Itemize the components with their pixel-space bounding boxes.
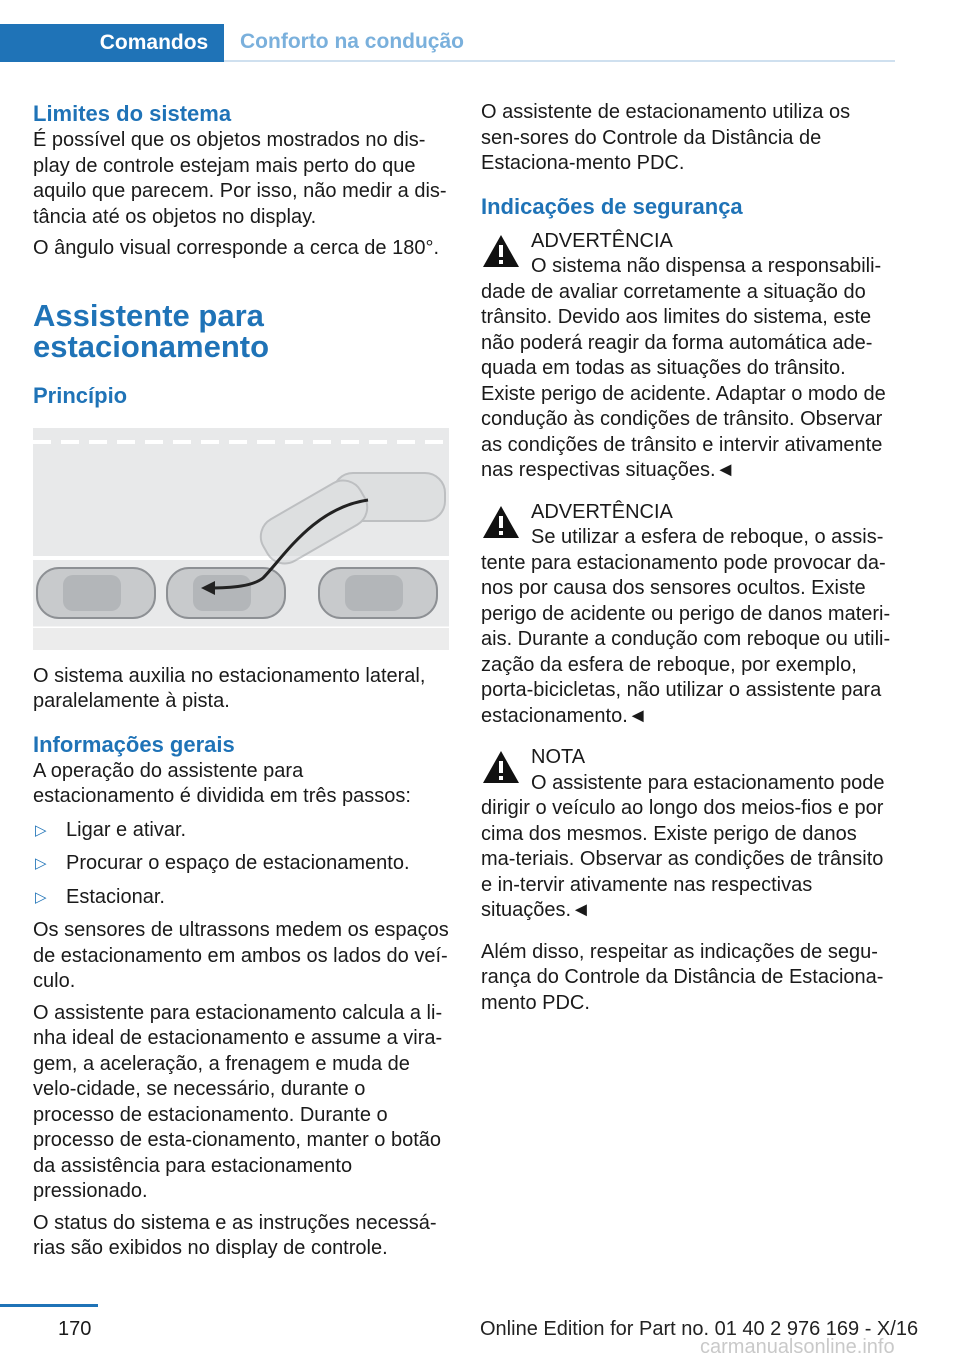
list-item: ▷ Estacionar. bbox=[33, 885, 449, 911]
limites-paragraph-1: É possível que os objetos mostrados no dis-play de controle estejam mais perto do que aquilo que parecem. Por isso, não medir a dis-tância até os objetos no display. bbox=[33, 129, 447, 228]
bullet-triangle-icon: ▷ bbox=[35, 821, 47, 839]
right-column bbox=[481, 100, 893, 1016]
list-item: ▷ Procurar o espaço de estacionamento. bbox=[33, 851, 449, 877]
bullet-triangle-icon: ▷ bbox=[35, 888, 47, 906]
page-header bbox=[0, 24, 895, 62]
warning-triangle-icon bbox=[481, 233, 521, 269]
warning-block-1: ADVERTÊNCIA O sistema não dispensa a responsabili- dade de avaliar corretamente a situação do trânsito. Devido aos limites do sistema, este não poderá reagir da forma automática ade-quada em todas as situações do trânsito. Existe perigo de acidente. Adaptar o modo de condução às condições de trânsito. Observar as condições de trânsito e intervir ativamente nas respectivas situações.◄ bbox=[481, 229, 893, 484]
limites-title: Limites do sistema bbox=[33, 101, 232, 126]
note-heading: NOTA bbox=[531, 746, 586, 768]
header-tab-comandos[interactable]: Comandos bbox=[0, 24, 224, 62]
pdc-intro-paragraph: O assistente de estacionamento utiliza os sen-sores do Controle da Distância de Estaciona-mento PDC. bbox=[481, 101, 851, 174]
info-paragraph-4: O status do sistema e as instruções necessá-rias são exibidos no display de controle. bbox=[33, 1211, 437, 1259]
warning-triangle-icon bbox=[481, 504, 521, 540]
principio-paragraph: O sistema auxilia no estacionamento lateral, paralelamente à pista. bbox=[33, 664, 426, 712]
parked-car-left bbox=[37, 568, 155, 618]
warning-triangle-icon bbox=[481, 749, 521, 785]
warning-heading: ADVERTÊNCIA bbox=[531, 229, 673, 252]
pdc-closing-paragraph: Além disso, respeitar as indicações de segu-rança do Controle da Distância de Estaciona-mento PDC. bbox=[481, 940, 884, 1014]
parked-car-right bbox=[319, 568, 437, 618]
info-title: Informações gerais bbox=[33, 731, 235, 757]
section-title: Assistente para estacionamento bbox=[33, 297, 270, 364]
watermark: carmanualsonline.info bbox=[700, 1336, 895, 1358]
limites-paragraph-2: O ângulo visual corresponde a cerca de 180°. bbox=[33, 237, 440, 259]
bullet-triangle-icon: ▷ bbox=[35, 855, 47, 872]
parking-diagram-svg bbox=[33, 428, 449, 650]
footer-rule bbox=[0, 1304, 98, 1307]
edition-text: Online Edition for Part no. 01 40 2 976 169 - X/16 bbox=[480, 1318, 919, 1340]
parking-illustration bbox=[33, 428, 449, 650]
safety-title: Indicações de segurança bbox=[481, 193, 743, 219]
left-column bbox=[33, 100, 449, 1262]
note-block: NOTA O assistente para estacionamento pode dirigir o veículo ao longo dos meios-fios e por cima dos mesmos. Existe perigo de danos ma-teriais. Observar as condições de trânsito e in-tervir ativamente nas respectivas situações.◄ bbox=[481, 745, 893, 924]
info-paragraph-2: Os sensores de ultrassons medem os espaços de estacionamento em ambos os lados do veí-culo. bbox=[33, 919, 449, 992]
list-item: ▷ Ligar e ativar. bbox=[33, 818, 449, 844]
principio-title: Princípio bbox=[33, 382, 128, 408]
header-tab-conforto[interactable]: Conforto na condução bbox=[224, 24, 895, 62]
warning-heading: ADVERTÊNCIA bbox=[531, 500, 673, 523]
page-number: 170 bbox=[58, 1318, 92, 1340]
warning-block-2: ADVERTÊNCIA Se utilizar a esfera de reboque, o assis- tente para estacionamento pode provocar da-nos por causa dos sensores ocultos. Existe perigo de acidente ou perigo de danos materi-ais. Durante a condução com reboque ou utili-zação da esfera de reboque, por exemplo, porta-bicicletas, não utilizar o assistente para estacionamento.◄ bbox=[481, 500, 893, 730]
info-paragraph-3: O assistente para estacionamento calcula a li-nha ideal de estacionamento e assume a vira-gem, a aceleração, a frenagem e muda de velo-cidade, se necessário, durante o processo de estacionamento. Durante o processo de esta-cionamento, manter o botão da assistência para estacionamento pressionado. bbox=[33, 1001, 443, 1202]
info-paragraph-1: A operação do assistente para estacionamento é dividida em três passos: bbox=[33, 759, 411, 807]
